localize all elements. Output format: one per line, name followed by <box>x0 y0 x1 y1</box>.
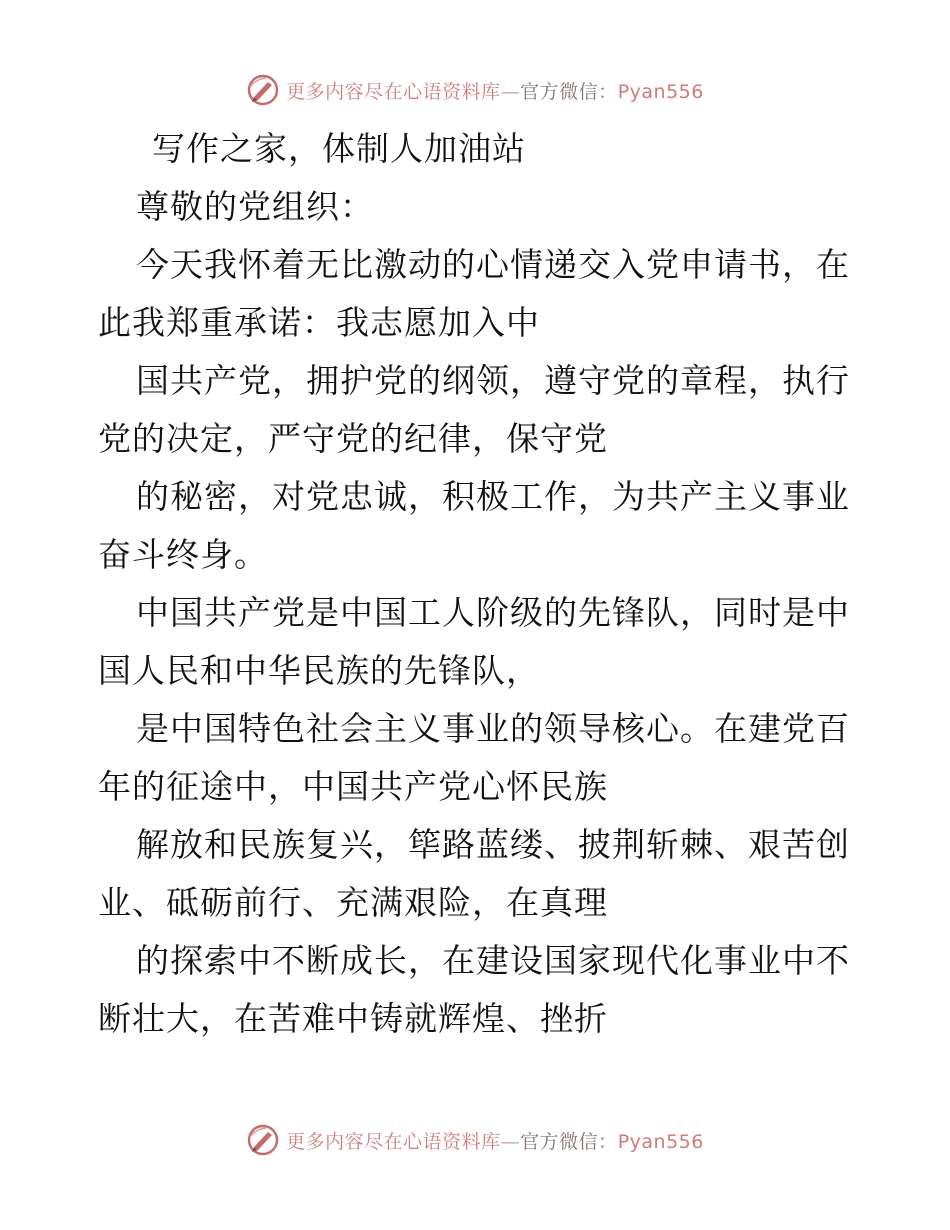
banner-dash: — <box>500 1130 521 1153</box>
banner-wechat-id: Pyan556 <box>617 1130 704 1153</box>
body-line: 年的征途中，中国共产党心怀民族 <box>98 767 608 806</box>
body-line: 国共产党，拥护党的纲领，遵守党的章程，执行 <box>136 361 850 400</box>
pen-logo-icon <box>246 73 280 107</box>
salutation: 尊敬的党组织： <box>136 187 374 226</box>
body-line: 党的决定，严守党的纪律，保守党 <box>98 419 608 458</box>
footer-banner-inner <box>246 1123 704 1157</box>
body-line: 业、砥砺前行、充满艰险，在真理 <box>98 883 608 922</box>
document-body <box>98 120 854 1048</box>
banner-wechat-label: 官方微信： <box>520 80 618 103</box>
body-line: 的秘密，对党忠诚，积极工作，为共产主义事业 <box>136 477 850 516</box>
body-line: 今天我怀着无比激动的心情递交入党申请书，在 <box>136 245 850 284</box>
body-line: 是中国特色社会主义事业的领导核心。在建党百 <box>136 709 850 748</box>
banner-wechat-id: Pyan556 <box>617 80 704 103</box>
body-line: 解放和民族复兴，筚路蓝缕、披荆斩棘、艰苦创 <box>136 825 850 864</box>
header-banner-text <box>286 77 704 104</box>
body-line: 此我郑重承诺：我志愿加入中 <box>98 303 540 342</box>
banner-main-text: 更多内容尽在心语资料库 <box>286 1130 501 1153</box>
body-line: 国人民和中华民族的先锋队， <box>98 651 540 690</box>
banner-dash: — <box>500 80 521 103</box>
body-line: 中国共产党是中国工人阶级的先锋队，同时是中 <box>136 593 850 632</box>
banner-wechat-label: 官方微信： <box>520 1130 618 1153</box>
header-banner <box>0 70 950 110</box>
document-title: 写作之家，体制人加油站 <box>152 129 526 168</box>
body-line: 的探索中不断成长，在建设国家现代化事业中不 <box>136 941 850 980</box>
footer-banner <box>0 1120 950 1160</box>
header-banner-inner <box>246 73 704 107</box>
banner-main-text: 更多内容尽在心语资料库 <box>286 80 501 103</box>
pen-logo-icon <box>246 1123 280 1157</box>
footer-banner-text <box>286 1127 704 1154</box>
body-line: 奋斗终身。 <box>98 535 268 574</box>
body-line: 断壮大，在苦难中铸就辉煌、挫折 <box>98 999 608 1038</box>
